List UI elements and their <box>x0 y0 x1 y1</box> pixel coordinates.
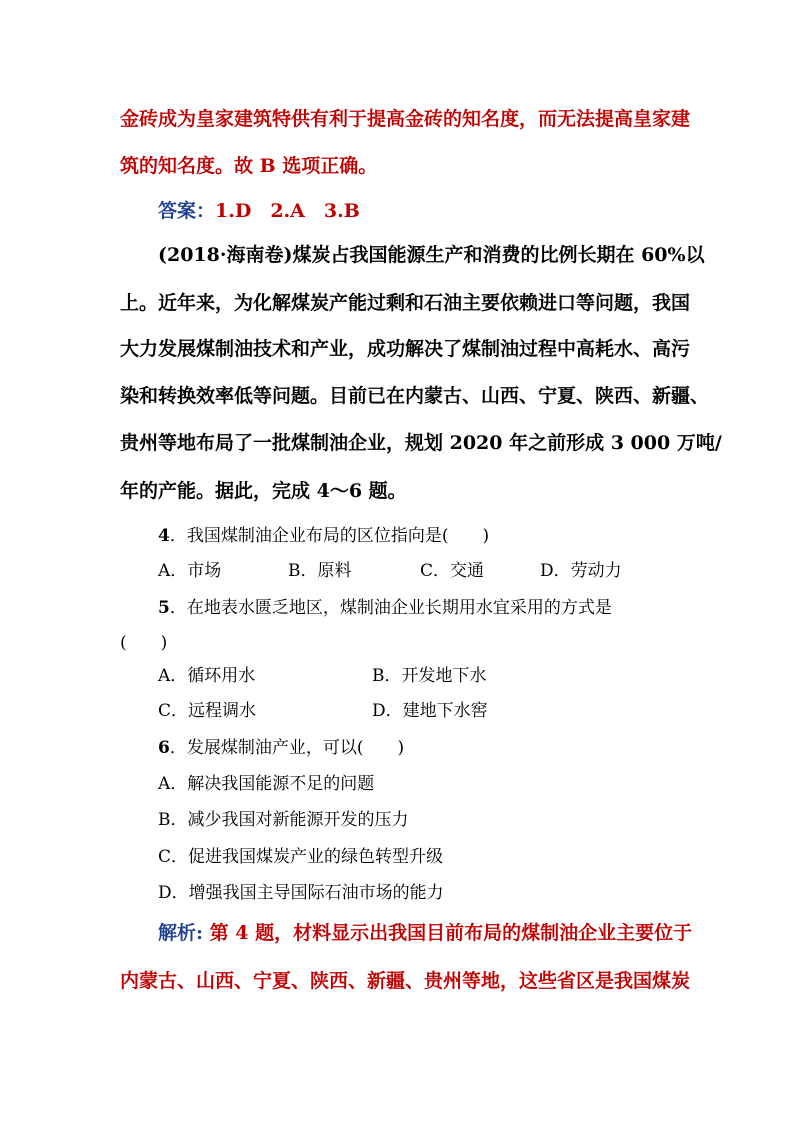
question-4-option-d: D．劳动力 <box>540 561 622 581</box>
question-4-option-c: C．交通 <box>420 561 485 581</box>
question-6-number: 6 <box>158 738 170 758</box>
question-6-option-d: D．增强我国主导国际石油市场的能力 <box>158 883 444 903</box>
question-5-option-a: A．循环用水 <box>158 666 256 686</box>
answer-block <box>158 196 360 223</box>
answer-label: 答案： <box>158 200 216 222</box>
question-4-option-a: A．市场 <box>158 561 222 581</box>
analysis-line-2: 内蒙古、山西、宁夏、陕西、新疆、贵州等地，这些省区是我国煤炭 <box>120 970 691 992</box>
question-6-option-b: B．减少我国对新能源开发的压力 <box>158 810 409 830</box>
question-6-stem <box>158 733 404 758</box>
question-4-option-b: B．原料 <box>288 561 352 581</box>
passage-line-1: (2018·海南卷)煤炭占我国能源生产和消费的比例长期在 60%以 <box>158 244 705 266</box>
analysis-line-1 <box>158 918 692 945</box>
question-5-option-d: D．建地下水窖 <box>372 701 488 721</box>
question-6-option-a: A．解决我国能源不足的问题 <box>158 774 375 794</box>
analysis-continuation-line-1: 金砖成为皇家建筑特供有利于提高金砖的知名度，而无法提高皇家建 <box>120 108 691 130</box>
question-5-option-c: C．远程调水 <box>158 701 257 721</box>
passage-line-2: 上。近年来，为化解煤炭产能过剩和石油主要依赖进口等问题，我国 <box>120 292 691 314</box>
question-4-text: ．我国煤制油企业布局的区位指向是( ) <box>169 526 490 546</box>
question-5-option-b: B．开发地下水 <box>372 666 487 686</box>
question-4-stem <box>158 521 489 546</box>
question-5-stem-continuation: ( ) <box>120 633 168 653</box>
question-5-number: 5 <box>158 598 170 618</box>
analysis-text-1: 第 4 题，材料显示出我国目前布局的煤制油企业主要位于 <box>203 922 693 944</box>
question-5-text: ．在地表水匮乏地区，煤制油企业长期用水宜采用的方式是 <box>169 598 612 618</box>
question-4-number: 4 <box>158 526 170 546</box>
question-6-text: ．发展煤制油产业，可以( ) <box>169 738 405 758</box>
passage-line-3: 大力发展煤制油技术和产业，成功解决了煤制油过程中高耗水、高污 <box>120 338 691 360</box>
question-5-stem <box>158 593 612 618</box>
passage-line-4: 染和转换效率低等问题。目前已在内蒙古、山西、宁夏、陕西、新疆、 <box>120 385 710 407</box>
answer-value: 1.D 2.A 3.B <box>215 200 360 222</box>
analysis-label: 解析: <box>158 922 204 944</box>
analysis-continuation-line-2: 筑的知名度。故 B 选项正确。 <box>120 155 378 177</box>
passage-line-6: 年的产能。据此，完成 4～6 题。 <box>120 480 407 502</box>
question-6-option-c: C．促进我国煤炭产业的绿色转型升级 <box>158 847 444 867</box>
passage-line-5: 贵州等地布局了一批煤制油企业，规划 2020 年之前形成 3 000 万吨/ <box>120 432 722 454</box>
